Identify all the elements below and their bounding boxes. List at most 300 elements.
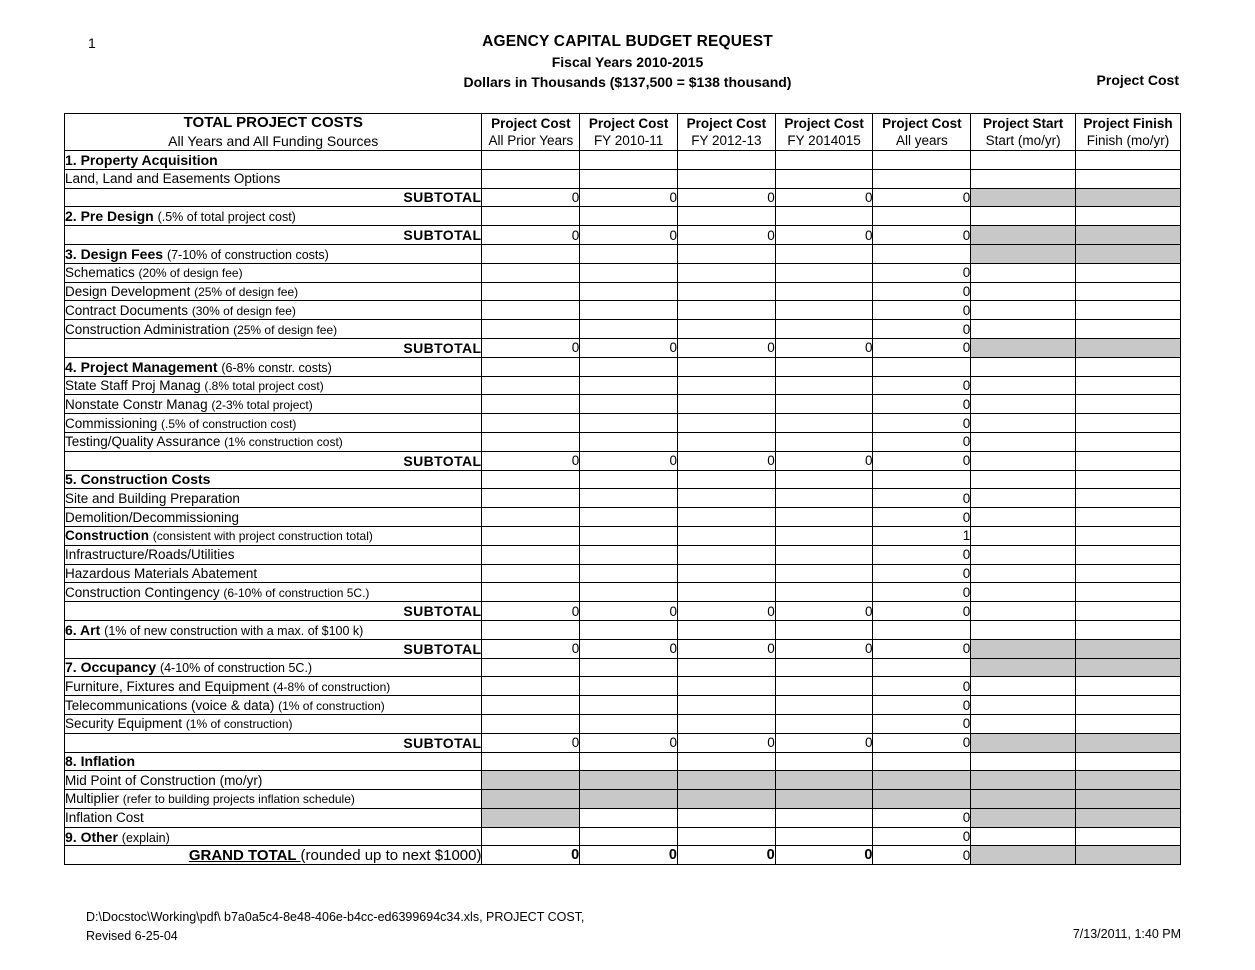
start-date-cell (971, 376, 1076, 395)
value-cell-col3 (677, 526, 775, 545)
value-cell-col3 (677, 808, 775, 827)
value-cell-col5: 0 (873, 827, 971, 846)
section-row (65, 752, 1181, 771)
value-cell-col4 (775, 151, 873, 170)
value-cell-col3 (677, 545, 775, 564)
value-cell-col1 (482, 545, 580, 564)
value-cell-col3 (677, 677, 775, 696)
value-cell-col1 (482, 432, 580, 451)
value-cell-col5 (873, 151, 971, 170)
grand-total-value-col4: 0 (775, 846, 873, 865)
start-date-cell (971, 526, 1076, 545)
start-date-cell (971, 320, 1076, 339)
grand-total-label: GRAND TOTAL (rounded up to next $1000) (65, 846, 482, 865)
value-cell-col5: 0 (873, 263, 971, 282)
value-cell-col3 (677, 508, 775, 527)
value-cell-col4 (775, 470, 873, 489)
value-cell-col4 (775, 752, 873, 771)
line-item-row (65, 790, 1181, 809)
finish-date-cell (1076, 151, 1181, 170)
line-item-row (65, 376, 1181, 395)
value-cell-col3 (677, 583, 775, 602)
finish-date-cell (1076, 301, 1181, 320)
value-cell-col2 (580, 526, 678, 545)
line-item-label: Mid Point of Construction (mo/yr) (65, 771, 482, 790)
line-item-label: Testing/Quality Assurance (1% construction cost) (65, 432, 482, 451)
value-cell-col1 (482, 207, 580, 226)
value-cell-col5 (873, 357, 971, 376)
subtotal-label: SUBTOTAL (65, 338, 482, 357)
finish-date-cell (1076, 545, 1181, 564)
value-cell-col3 (677, 790, 775, 809)
subtotal-row (65, 639, 1181, 658)
value-cell-col1 (482, 696, 580, 715)
value-cell-col2 (580, 320, 678, 339)
value-cell-col5: 0 (873, 714, 971, 733)
line-item-row (65, 395, 1181, 414)
line-item-row (65, 508, 1181, 527)
subtotal-value-col4: 0 (775, 188, 873, 207)
value-cell-col2 (580, 169, 678, 188)
subtotal-value-col5: 0 (873, 639, 971, 658)
section-title-3: 3. Design Fees (7-10% of construction costs) (65, 244, 482, 263)
header-col-6: Project Start Start (mo/yr) (971, 114, 1076, 151)
value-cell-col4 (775, 414, 873, 433)
finish-date-cell (1076, 320, 1181, 339)
subtotal-finish-cell (1076, 188, 1181, 207)
value-cell-col4 (775, 545, 873, 564)
line-item-label: Construction Contingency (6-10% of construction 5C.) (65, 583, 482, 602)
line-item-label: Inflation Cost (65, 808, 482, 827)
subtotal-finish-cell (1076, 338, 1181, 357)
subtotal-finish-cell (1076, 639, 1181, 658)
value-cell-col5: 0 (873, 282, 971, 301)
finish-date-cell (1076, 376, 1181, 395)
subtotal-value-col5: 0 (873, 451, 971, 470)
subtotal-value-col3: 0 (677, 338, 775, 357)
subtotal-value-col5: 0 (873, 338, 971, 357)
subtotal-value-col3: 0 (677, 188, 775, 207)
value-cell-col3 (677, 696, 775, 715)
line-item-row (65, 808, 1181, 827)
start-date-cell (971, 564, 1076, 583)
line-item-row (65, 432, 1181, 451)
grand-total-value-col5: 0 (873, 846, 971, 865)
page-title: AGENCY CAPITAL BUDGET REQUEST (482, 33, 773, 50)
section-row (65, 827, 1181, 846)
line-item-row (65, 677, 1181, 696)
subtotal-value-col2: 0 (580, 338, 678, 357)
finish-date-cell (1076, 169, 1181, 188)
subtotal-value-col1: 0 (482, 338, 580, 357)
value-cell-col2 (580, 583, 678, 602)
subtotal-value-col1: 0 (482, 733, 580, 752)
section-row (65, 151, 1181, 170)
subtotal-finish-cell (1076, 226, 1181, 245)
finish-date-cell (1076, 790, 1181, 809)
value-cell-col1 (482, 489, 580, 508)
line-item-row (65, 169, 1181, 188)
start-date-cell (971, 263, 1076, 282)
finish-date-cell (1076, 658, 1181, 677)
value-cell-col3 (677, 564, 775, 583)
value-cell-col4 (775, 677, 873, 696)
footer-timestamp: 7/13/2011, 1:40 PM (1072, 927, 1181, 941)
start-date-cell (971, 169, 1076, 188)
line-item-label: Furniture, Fixtures and Equipment (4-8% of construction) (65, 677, 482, 696)
value-cell-col2 (580, 658, 678, 677)
value-cell-col1 (482, 508, 580, 527)
value-cell-col5 (873, 771, 971, 790)
subtotal-row (65, 338, 1181, 357)
line-item-row (65, 320, 1181, 339)
value-cell-col4 (775, 827, 873, 846)
value-cell-col3 (677, 414, 775, 433)
subtotal-start-cell (971, 338, 1076, 357)
start-date-cell (971, 808, 1076, 827)
value-cell-col3 (677, 320, 775, 339)
subtotal-value-col1: 0 (482, 451, 580, 470)
value-cell-col2 (580, 752, 678, 771)
subtotal-row (65, 451, 1181, 470)
line-item-label: Telecommunications (voice & data) (1% of construction) (65, 696, 482, 715)
line-item-label: Commissioning (.5% of construction cost) (65, 414, 482, 433)
finish-date-cell (1076, 244, 1181, 263)
line-item-row (65, 301, 1181, 320)
header-main-label: TOTAL PROJECT COSTS All Years and All Funding Sources (65, 114, 482, 151)
finish-date-cell (1076, 808, 1181, 827)
value-cell-col1 (482, 151, 580, 170)
value-cell-col1 (482, 583, 580, 602)
value-cell-col3 (677, 432, 775, 451)
value-cell-col2 (580, 677, 678, 696)
line-item-label: Contract Documents (30% of design fee) (65, 301, 482, 320)
line-item-label: Schematics (20% of design fee) (65, 263, 482, 282)
value-cell-col4 (775, 301, 873, 320)
section-title-1: 1. Property Acquisition (65, 151, 482, 170)
footer-path (86, 908, 584, 946)
start-date-cell (971, 677, 1076, 696)
subtotal-value-col4: 0 (775, 451, 873, 470)
finish-date-cell (1076, 564, 1181, 583)
value-cell-col2 (580, 620, 678, 639)
header-col-5: Project Cost All years (873, 114, 971, 151)
value-cell-col1 (482, 263, 580, 282)
value-cell-col4 (775, 357, 873, 376)
finish-date-cell (1076, 620, 1181, 639)
value-cell-col5: 0 (873, 376, 971, 395)
value-cell-col4 (775, 489, 873, 508)
subtotal-label: SUBTOTAL (65, 602, 482, 621)
line-item-row (65, 564, 1181, 583)
footer-revised-line: Revised 6-25-04 (86, 929, 178, 943)
line-item-label: Security Equipment (1% of construction) (65, 714, 482, 733)
value-cell-col5: 0 (873, 545, 971, 564)
start-date-cell (971, 414, 1076, 433)
value-cell-col4 (775, 771, 873, 790)
line-item-row (65, 545, 1181, 564)
finish-date-cell (1076, 207, 1181, 226)
value-cell-col1 (482, 771, 580, 790)
value-cell-col2 (580, 808, 678, 827)
value-cell-col2 (580, 207, 678, 226)
subtotal-value-col3: 0 (677, 602, 775, 621)
start-date-cell (971, 151, 1076, 170)
value-cell-col4 (775, 320, 873, 339)
value-cell-col1 (482, 169, 580, 188)
finish-date-cell (1076, 357, 1181, 376)
value-cell-col5 (873, 169, 971, 188)
subtotal-value-col4: 0 (775, 338, 873, 357)
start-date-cell (971, 790, 1076, 809)
value-cell-col2 (580, 771, 678, 790)
value-cell-col2 (580, 714, 678, 733)
subtotal-value-col2: 0 (580, 188, 678, 207)
value-cell-col5: 0 (873, 414, 971, 433)
value-cell-col3 (677, 376, 775, 395)
subtotal-row (65, 733, 1181, 752)
section-row (65, 357, 1181, 376)
page-subtitle-units: Dollars in Thousands ($137,500 = $138 thousand) (463, 74, 792, 90)
line-item-row (65, 489, 1181, 508)
subtotal-value-col1: 0 (482, 188, 580, 207)
value-cell-col1 (482, 752, 580, 771)
line-item-label: Hazardous Materials Abatement (65, 564, 482, 583)
value-cell-col5: 0 (873, 583, 971, 602)
value-cell-col2 (580, 432, 678, 451)
value-cell-col4 (775, 244, 873, 263)
value-cell-col2 (580, 357, 678, 376)
line-item-label: Construction (consistent with project construction total) (65, 526, 482, 545)
finish-date-cell (1076, 414, 1181, 433)
value-cell-col3 (677, 151, 775, 170)
value-cell-col1 (482, 808, 580, 827)
start-date-cell (971, 508, 1076, 527)
grand-total-row (65, 846, 1181, 865)
value-cell-col3 (677, 169, 775, 188)
subtotal-row (65, 602, 1181, 621)
value-cell-col1 (482, 282, 580, 301)
value-cell-col2 (580, 376, 678, 395)
value-cell-col4 (775, 508, 873, 527)
value-cell-col4 (775, 790, 873, 809)
start-date-cell (971, 357, 1076, 376)
line-item-label: Design Development (25% of design fee) (65, 282, 482, 301)
value-cell-col2 (580, 696, 678, 715)
line-item-row (65, 414, 1181, 433)
value-cell-col1 (482, 677, 580, 696)
value-cell-col5: 0 (873, 432, 971, 451)
value-cell-col3 (677, 357, 775, 376)
subtotal-value-col1: 0 (482, 639, 580, 658)
line-item-row (65, 714, 1181, 733)
value-cell-col1 (482, 526, 580, 545)
finish-date-cell (1076, 714, 1181, 733)
subtotal-label: SUBTOTAL (65, 639, 482, 658)
section-title-6: 6. Art (1% of new construction with a max. of $100 k) (65, 620, 482, 639)
subtotal-value-col3: 0 (677, 226, 775, 245)
value-cell-col4 (775, 376, 873, 395)
value-cell-col3 (677, 771, 775, 790)
section-title-5: 5. Construction Costs (65, 470, 482, 489)
value-cell-col5 (873, 207, 971, 226)
value-cell-col1 (482, 244, 580, 263)
value-cell-col2 (580, 414, 678, 433)
start-date-cell (971, 583, 1076, 602)
value-cell-col4 (775, 282, 873, 301)
start-date-cell (971, 301, 1076, 320)
value-cell-col5: 1 (873, 526, 971, 545)
line-item-row (65, 526, 1181, 545)
value-cell-col5 (873, 470, 971, 489)
start-date-cell (971, 620, 1076, 639)
value-cell-col4 (775, 263, 873, 282)
subtotal-start-cell (971, 602, 1076, 621)
value-cell-col2 (580, 244, 678, 263)
subtotal-label: SUBTOTAL (65, 451, 482, 470)
start-date-cell (971, 752, 1076, 771)
value-cell-col5 (873, 790, 971, 809)
value-cell-col5: 0 (873, 508, 971, 527)
subtotal-value-col1: 0 (482, 602, 580, 621)
value-cell-col1 (482, 320, 580, 339)
subtotal-value-col4: 0 (775, 226, 873, 245)
finish-date-cell (1076, 432, 1181, 451)
section-title-2: 2. Pre Design (.5% of total project cost) (65, 207, 482, 226)
line-item-row (65, 282, 1181, 301)
start-date-cell (971, 395, 1076, 414)
finish-date-cell (1076, 470, 1181, 489)
subtotal-finish-cell (1076, 451, 1181, 470)
section-title-8: 8. Inflation (65, 752, 482, 771)
subtotal-label: SUBTOTAL (65, 188, 482, 207)
header-col-4: Project Cost FY 2014015 (775, 114, 873, 151)
line-item-label: Demolition/Decommissioning (65, 508, 482, 527)
value-cell-col3 (677, 714, 775, 733)
value-cell-col5 (873, 620, 971, 639)
value-cell-col4 (775, 207, 873, 226)
subtotal-value-col1: 0 (482, 226, 580, 245)
value-cell-col4 (775, 395, 873, 414)
grand-total-finish-cell (1076, 846, 1181, 865)
start-date-cell (971, 696, 1076, 715)
value-cell-col2 (580, 470, 678, 489)
value-cell-col1 (482, 395, 580, 414)
value-cell-col2 (580, 395, 678, 414)
finish-date-cell (1076, 827, 1181, 846)
finish-date-cell (1076, 395, 1181, 414)
section-title-4: 4. Project Management (6-8% constr. costs) (65, 357, 482, 376)
subtotal-finish-cell (1076, 602, 1181, 621)
value-cell-col3 (677, 752, 775, 771)
start-date-cell (971, 207, 1076, 226)
finish-date-cell (1076, 696, 1181, 715)
value-cell-col3 (677, 395, 775, 414)
page-subtitle: Fiscal Years 2010-2015 (551, 54, 704, 70)
header-col-2: Project Cost FY 2010-11 (580, 114, 678, 151)
line-item-label: Land, Land and Easements Options (65, 169, 482, 188)
finish-date-cell (1076, 771, 1181, 790)
subtotal-value-col4: 0 (775, 639, 873, 658)
value-cell-col4 (775, 658, 873, 677)
value-cell-col5: 0 (873, 301, 971, 320)
footer-path-line: D:\Docstoc\Working\pdf\ b7a0a5c4-8e48-406e-b4cc-ed6399694c34.xls, PROJECT COST, (86, 910, 585, 924)
value-cell-col4 (775, 432, 873, 451)
value-cell-col2 (580, 545, 678, 564)
header-col-1: Project Cost All Prior Years (482, 114, 580, 151)
grand-total-value-col3: 0 (677, 846, 775, 865)
value-cell-col3 (677, 620, 775, 639)
value-cell-col1 (482, 564, 580, 583)
section-row (65, 244, 1181, 263)
value-cell-col4 (775, 808, 873, 827)
subtotal-value-col2: 0 (580, 226, 678, 245)
finish-date-cell (1076, 489, 1181, 508)
start-date-cell (971, 545, 1076, 564)
value-cell-col1 (482, 714, 580, 733)
subtotal-finish-cell (1076, 733, 1181, 752)
value-cell-col5: 0 (873, 395, 971, 414)
value-cell-col2 (580, 151, 678, 170)
section-row (65, 470, 1181, 489)
finish-date-cell (1076, 526, 1181, 545)
grand-total-start-cell (971, 846, 1076, 865)
subtotal-value-col3: 0 (677, 733, 775, 752)
value-cell-col5 (873, 658, 971, 677)
start-date-cell (971, 771, 1076, 790)
subtotal-value-col2: 0 (580, 451, 678, 470)
table-header-row (65, 114, 1181, 151)
line-item-label: Construction Administration (25% of design fee) (65, 320, 482, 339)
finish-date-cell (1076, 282, 1181, 301)
value-cell-col3 (677, 282, 775, 301)
value-cell-col3 (677, 658, 775, 677)
subtotal-value-col2: 0 (580, 733, 678, 752)
section-title-9: 9. Other (explain) (65, 827, 482, 846)
value-cell-col3 (677, 244, 775, 263)
subtotal-start-cell (971, 733, 1076, 752)
value-cell-col4 (775, 620, 873, 639)
value-cell-col2 (580, 564, 678, 583)
value-cell-col1 (482, 357, 580, 376)
line-item-label: Multiplier (refer to building projects inflation schedule) (65, 790, 482, 809)
section-row (65, 620, 1181, 639)
line-item-label: Site and Building Preparation (65, 489, 482, 508)
value-cell-col4 (775, 696, 873, 715)
finish-date-cell (1076, 263, 1181, 282)
subtotal-row (65, 188, 1181, 207)
grand-total-value-col2: 0 (580, 846, 678, 865)
line-item-row (65, 696, 1181, 715)
value-cell-col3 (677, 827, 775, 846)
value-cell-col4 (775, 526, 873, 545)
subtotal-value-col5: 0 (873, 733, 971, 752)
value-cell-col1 (482, 658, 580, 677)
value-cell-col3 (677, 470, 775, 489)
section-title-7: 7. Occupancy (4-10% of construction 5C.) (65, 658, 482, 677)
value-cell-col1 (482, 414, 580, 433)
page-number: 1 (88, 35, 96, 51)
line-item-label: Infrastructure/Roads/Utilities (65, 545, 482, 564)
subtotal-value-col5: 0 (873, 188, 971, 207)
value-cell-col1 (482, 620, 580, 639)
value-cell-col5: 0 (873, 489, 971, 508)
value-cell-col4 (775, 714, 873, 733)
value-cell-col5: 0 (873, 564, 971, 583)
value-cell-col5: 0 (873, 808, 971, 827)
value-cell-col2 (580, 263, 678, 282)
line-item-row (65, 771, 1181, 790)
